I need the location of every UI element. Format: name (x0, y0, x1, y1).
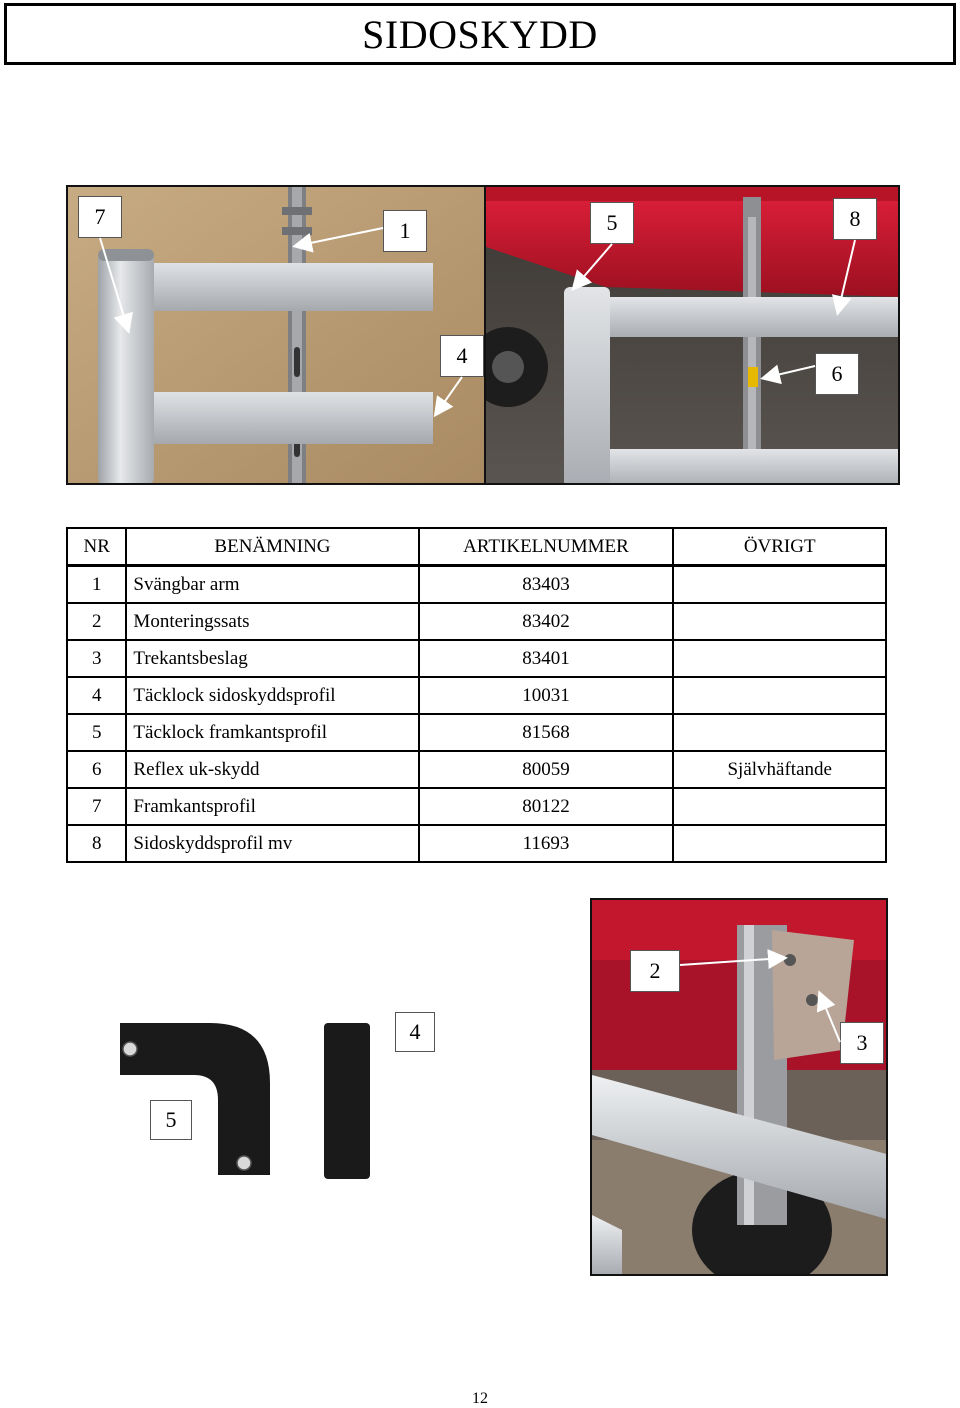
cell-name: Täcklock framkantsprofil (126, 714, 418, 751)
cell-other (673, 714, 886, 751)
table-row (67, 714, 886, 751)
cell-other: Självhäftande (673, 751, 886, 788)
callout-label: 2 (630, 950, 680, 992)
callout-label: 7 (78, 196, 122, 238)
column-header-name: BENÄMNING (126, 528, 418, 566)
cell-name: Reflex uk-skydd (126, 751, 418, 788)
cell-nr: 7 (67, 788, 126, 825)
cell-nr: 5 (67, 714, 126, 751)
column-header-other: ÖVRIGT (673, 528, 886, 566)
page-title: SIDOSKYDD (362, 11, 598, 57)
callout-label: 3 (840, 1022, 884, 1064)
table-header-row (67, 528, 886, 566)
table-row (67, 566, 886, 604)
callout-label: 4 (395, 1012, 435, 1052)
cell-other (673, 640, 886, 677)
cell-article: 80059 (419, 751, 674, 788)
cell-name: Trekantsbeslag (126, 640, 418, 677)
cell-nr: 8 (67, 825, 126, 862)
cell-article: 81568 (419, 714, 674, 751)
cell-nr: 4 (67, 677, 126, 714)
parts-table (66, 527, 887, 863)
callout-label: 8 (833, 198, 877, 240)
cell-nr: 3 (67, 640, 126, 677)
cell-name: Täcklock sidoskyddsprofil (126, 677, 418, 714)
callout-label: 6 (815, 353, 859, 395)
cell-other (673, 788, 886, 825)
cell-nr: 2 (67, 603, 126, 640)
table-row (67, 640, 886, 677)
cell-article: 83402 (419, 603, 674, 640)
cell-nr: 6 (67, 751, 126, 788)
callout-label: 5 (150, 1100, 192, 1140)
callout-label: 1 (383, 210, 427, 252)
column-header-nr: NR (67, 528, 126, 566)
callout-label: 4 (440, 335, 484, 377)
cell-article: 80122 (419, 788, 674, 825)
table-row (67, 751, 886, 788)
cell-other (673, 566, 886, 604)
cell-article: 11693 (419, 825, 674, 862)
cell-name: Framkantsprofil (126, 788, 418, 825)
cell-article: 10031 (419, 677, 674, 714)
callout-label: 5 (590, 202, 634, 244)
page-title-box (4, 3, 956, 65)
table-row (67, 603, 886, 640)
table-row (67, 677, 886, 714)
page-number: 12 (472, 1390, 488, 1407)
cell-other (673, 603, 886, 640)
table-row (67, 788, 886, 825)
cell-name: Monteringssats (126, 603, 418, 640)
cell-article: 83403 (419, 566, 674, 604)
cell-other (673, 677, 886, 714)
cell-other (673, 825, 886, 862)
cell-name: Svängbar arm (126, 566, 418, 604)
column-header-article: ARTIKELNUMMER (419, 528, 674, 566)
cell-name: Sidoskyddsprofil mv (126, 825, 418, 862)
cell-article: 83401 (419, 640, 674, 677)
cell-nr: 1 (67, 566, 126, 604)
table-row (67, 825, 886, 862)
